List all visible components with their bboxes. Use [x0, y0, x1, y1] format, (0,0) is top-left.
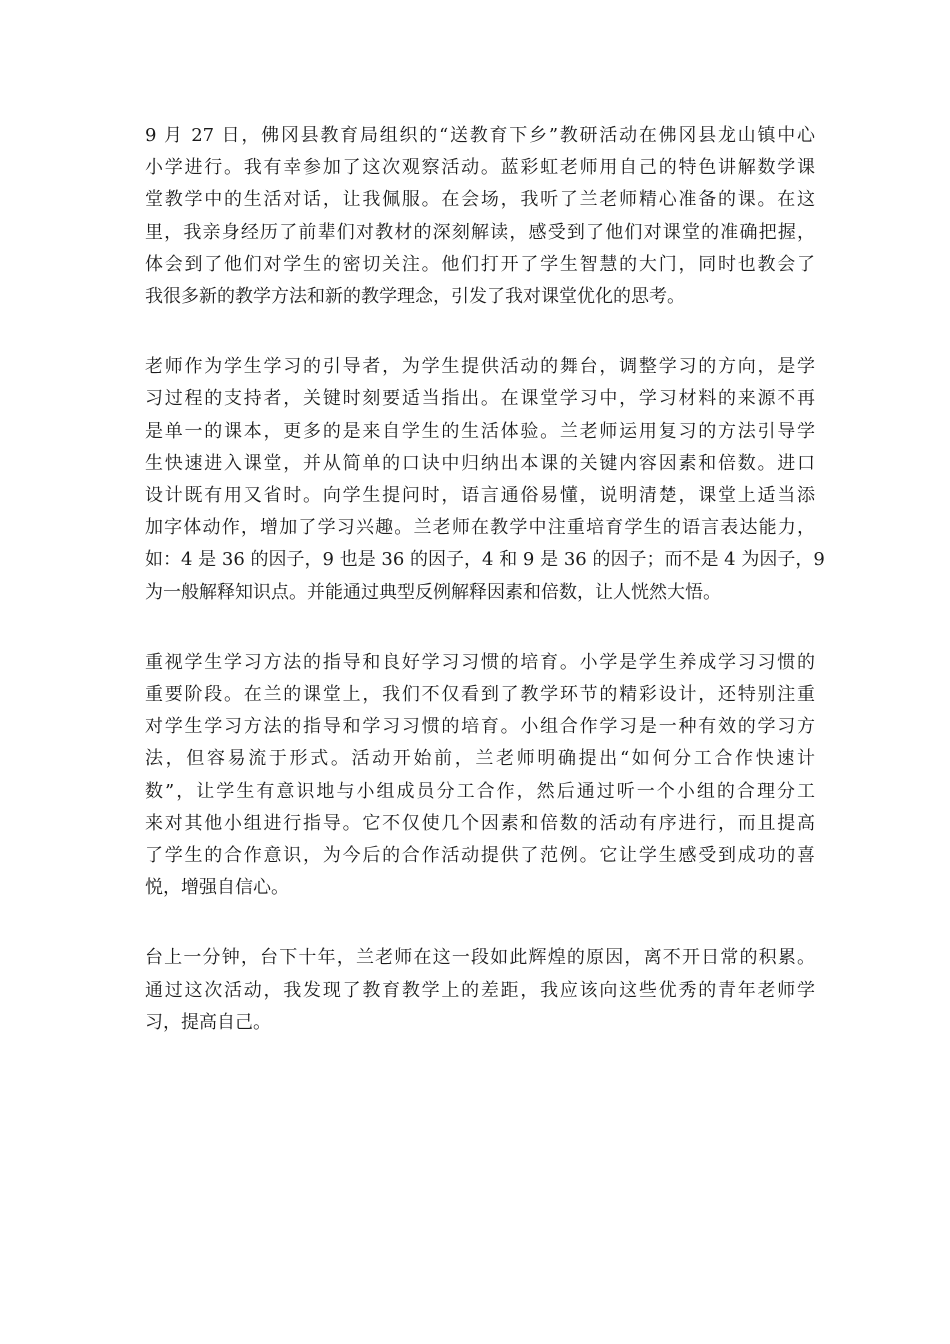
text-line: 重要阶段。在兰的课堂上，我们不仅看到了教学环节的精彩设计，还特别注重 [145, 684, 815, 706]
text-line: 老师作为学生学习的引导者，为学生提供活动的舞台，调整学习的方向，是学 [145, 356, 815, 378]
text-line: 悦，增强自信心。 [145, 877, 289, 899]
text-line: 台上一分钟，台下十年，兰老师在这一段如此辉煌的原因，离不开日常的积累。 [145, 947, 815, 969]
text-line: 设计既有用又省时。向学生提问时，语言通俗易懂，说明清楚，课堂上适当添 [145, 485, 815, 507]
text-line: 对学生学习方法的指导和学习习惯的培育。小组合作学习是一种有效的学习方 [145, 716, 815, 738]
text-line: 了学生的合作意识，为今后的合作活动提供了范例。它让学生感受到成功的喜 [145, 845, 815, 867]
text-line: 里，我亲身经历了前辈们对教材的深刻解读，感受到了他们对课堂的准确把握， [145, 221, 815, 243]
text-line: 数”，让学生有意识地与小组成员分工合作，然后通过听一个小组的合理分工 [145, 780, 815, 802]
text-line: 我很多新的教学方法和新的教学理念，引发了我对课堂优化的思考。 [145, 286, 685, 308]
text-line: 堂教学中的生活对话，让我佩服。在会场，我听了兰老师精心准备的课。在这 [145, 189, 815, 211]
text-line: 重视学生学习方法的指导和良好学习习惯的培育。小学是学生养成学习习惯的 [145, 651, 815, 673]
text-line: 习过程的支持者，关键时刻要适当指出。在课堂学习中，学习材料的来源不再 [145, 388, 815, 410]
text-line: 是单一的课本，更多的是来自学生的生活体验。兰老师运用复习的方法引导学 [145, 420, 815, 442]
paragraph-1 [145, 120, 815, 313]
text-line: 体会到了他们对学生的密切关注。他们打开了学生智慧的大门，同时也教会了 [145, 253, 815, 275]
text-line: 通过这次活动，我发现了教育教学上的差距，我应该向这些优秀的青年老师学 [145, 979, 815, 1001]
paragraph-2 [145, 351, 825, 609]
text-line: 习，提高自己。 [145, 1011, 271, 1033]
text-line: 如：4 是 36 的因子，9 也是 36 的因子，4 和 9 是 36 的因子；而不是 4 为因子，9 [145, 549, 825, 571]
text-line: 为一般解释知识点。并能通过典型反例解释因素和倍数，让人恍然大悟。 [145, 581, 721, 603]
document-body [145, 120, 825, 1077]
text-line: 小学进行。我有幸参加了这次观察活动。蓝彩虹老师用自己的特色讲解数学课 [145, 157, 815, 179]
text-line: 9 月 27 日，佛冈县教育局组织的“送教育下乡”教研活动在佛冈县龙山镇中心 [145, 125, 815, 146]
paragraph-4 [145, 942, 815, 1039]
text-line: 来对其他小组进行指导。它不仅使几个因素和倍数的活动有序进行，而且提高 [145, 812, 815, 834]
text-line: 法，但容易流于形式。活动开始前，兰老师明确提出“如何分工合作快速计 [145, 748, 815, 770]
paragraph-3 [145, 647, 815, 905]
text-line: 加字体动作，增加了学习兴趣。兰老师在教学中注重培育学生的语言表达能力， [145, 517, 815, 539]
text-line: 生快速进入课堂，并从简单的口诀中归纳出本课的关键内容因素和倍数。进口 [145, 452, 815, 474]
